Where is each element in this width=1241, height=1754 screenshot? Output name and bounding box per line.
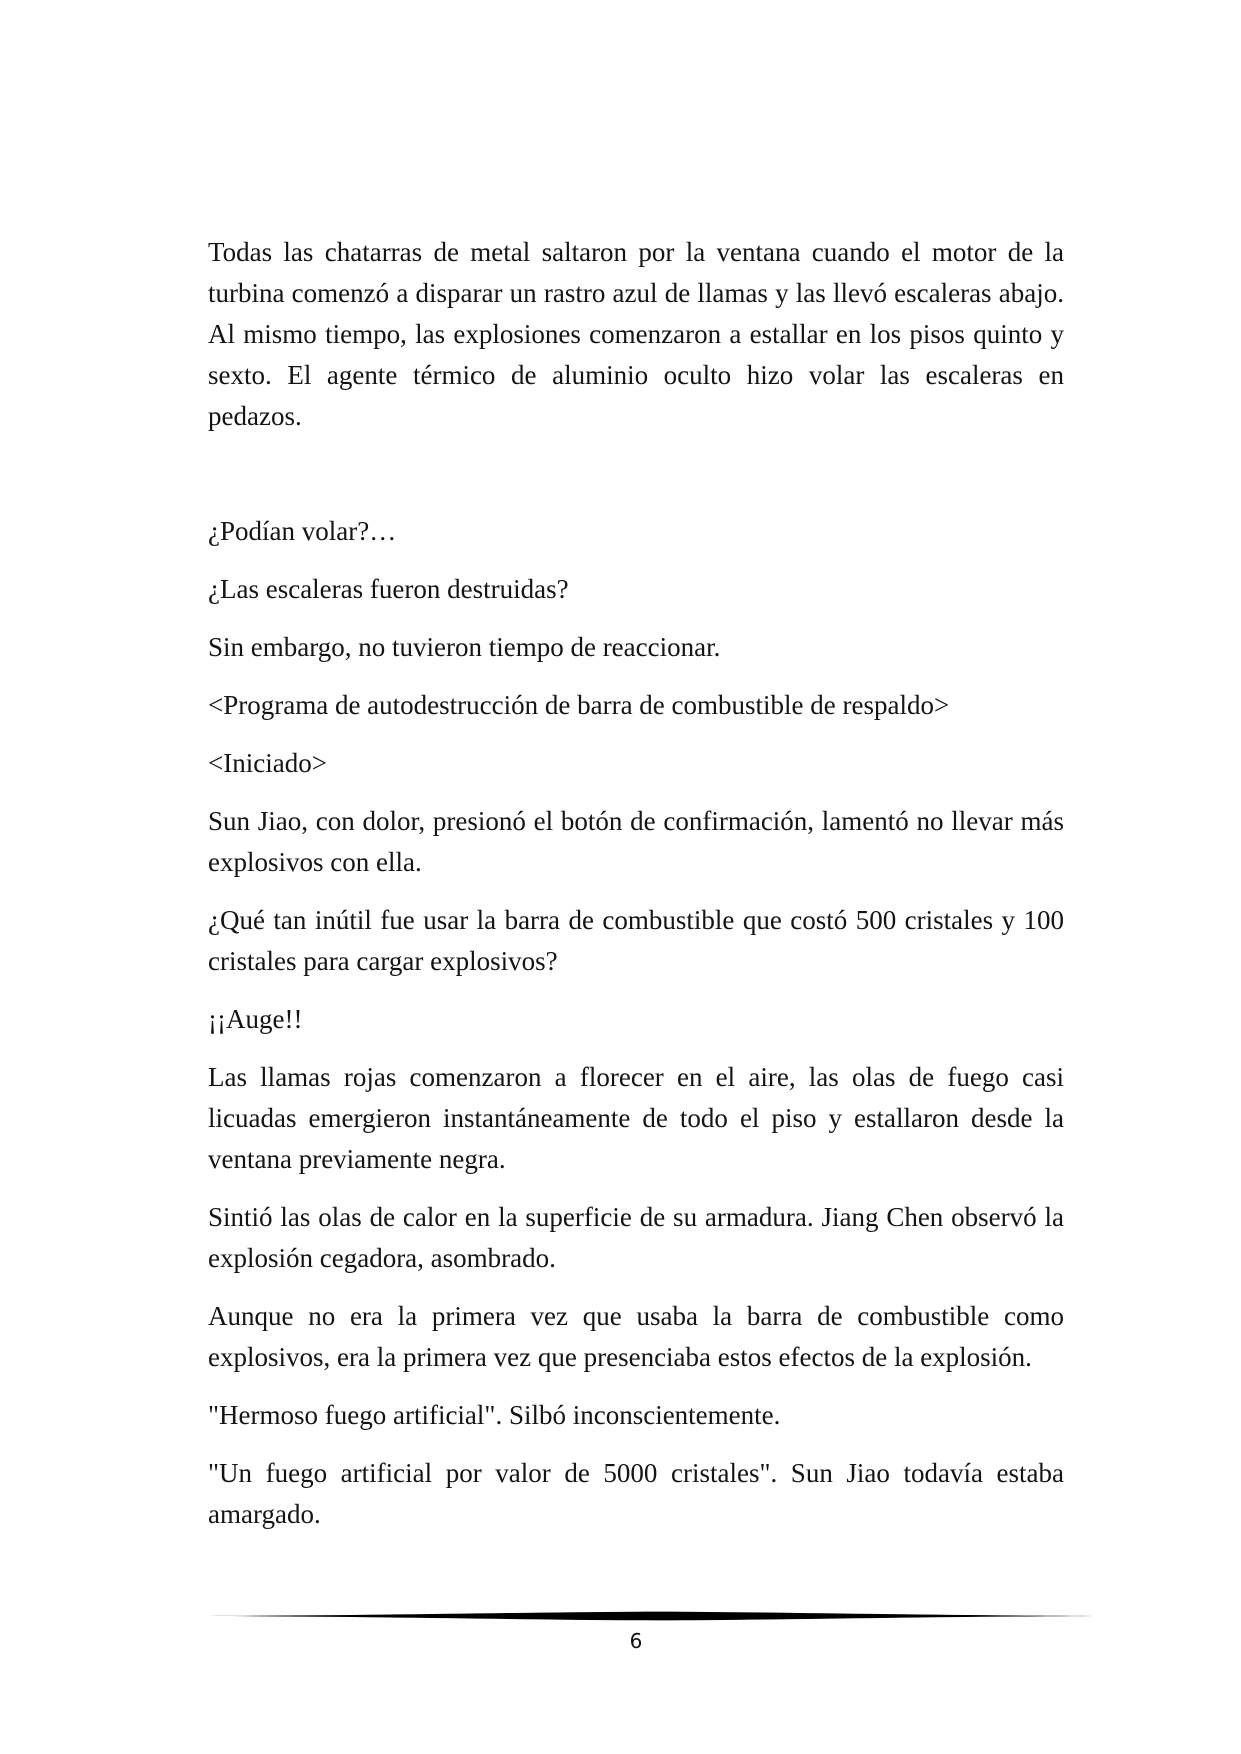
paragraph-heat-waves: Sintió las olas de calor en la superficie de su armadura. Jiang Chen observó la explosión cegadora, asombrado. (208, 1202, 1064, 1273)
paragraph-firework-quote: "Hermoso fuego artificial". Silbó inconscientemente. (208, 1400, 781, 1430)
footer-divider (208, 1610, 1106, 1622)
paragraph-no-time: Sin embargo, no tuvieron tiempo de reaccionar. (208, 632, 721, 662)
page-number: 6 (629, 1629, 643, 1653)
page-body (208, 232, 1064, 1535)
paragraph-program: <Programa de autodestrucción de barra de combustible de respaldo> (208, 690, 950, 720)
paragraph-boom: ¡¡Auge!! (208, 1004, 303, 1034)
paragraph-opening: Todas las chatarras de metal saltaron por la ventana cuando el motor de la turbina comenzó a disparar un rastro azul de llamas y las llevó escaleras abajo. Al mismo tiempo, las explosiones comenzaron a estallar en los pisos quinto y sexto. El agente térmico de aluminio oculto hizo volar las escaleras en pedazos. (208, 237, 1064, 431)
paragraph-question-stairs: ¿Las escaleras fueron destruidas? (208, 574, 569, 604)
paragraph-cost-quote: "Un fuego artificial por valor de 5000 cristales". Sun Jiao todavía estaba amargado. (208, 1458, 1064, 1529)
paragraph-initiated: <Iniciado> (208, 748, 327, 778)
paragraph-sun-jiao-button: Sun Jiao, con dolor, presionó el botón de confirmación, lamentó no llevar más explosivos con ella. (208, 806, 1064, 877)
paragraph-red-flames: Las llamas rojas comenzaron a florecer en el aire, las olas de fuego casi licuadas emergieron instantáneamente de todo el piso y estallaron desde la ventana previamente negra. (208, 1062, 1064, 1174)
paragraph-fuel-cost: ¿Qué tan inútil fue usar la barra de combustible que costó 500 cristales y 100 cristales para cargar explosivos? (208, 905, 1064, 976)
paragraph-question-fly: ¿Podían volar?… (208, 516, 397, 546)
paragraph-first-time: Aunque no era la primera vez que usaba la barra de combustible como explosivos, era la primera vez que presenciaba estos efectos de la explosión. (208, 1301, 1064, 1372)
